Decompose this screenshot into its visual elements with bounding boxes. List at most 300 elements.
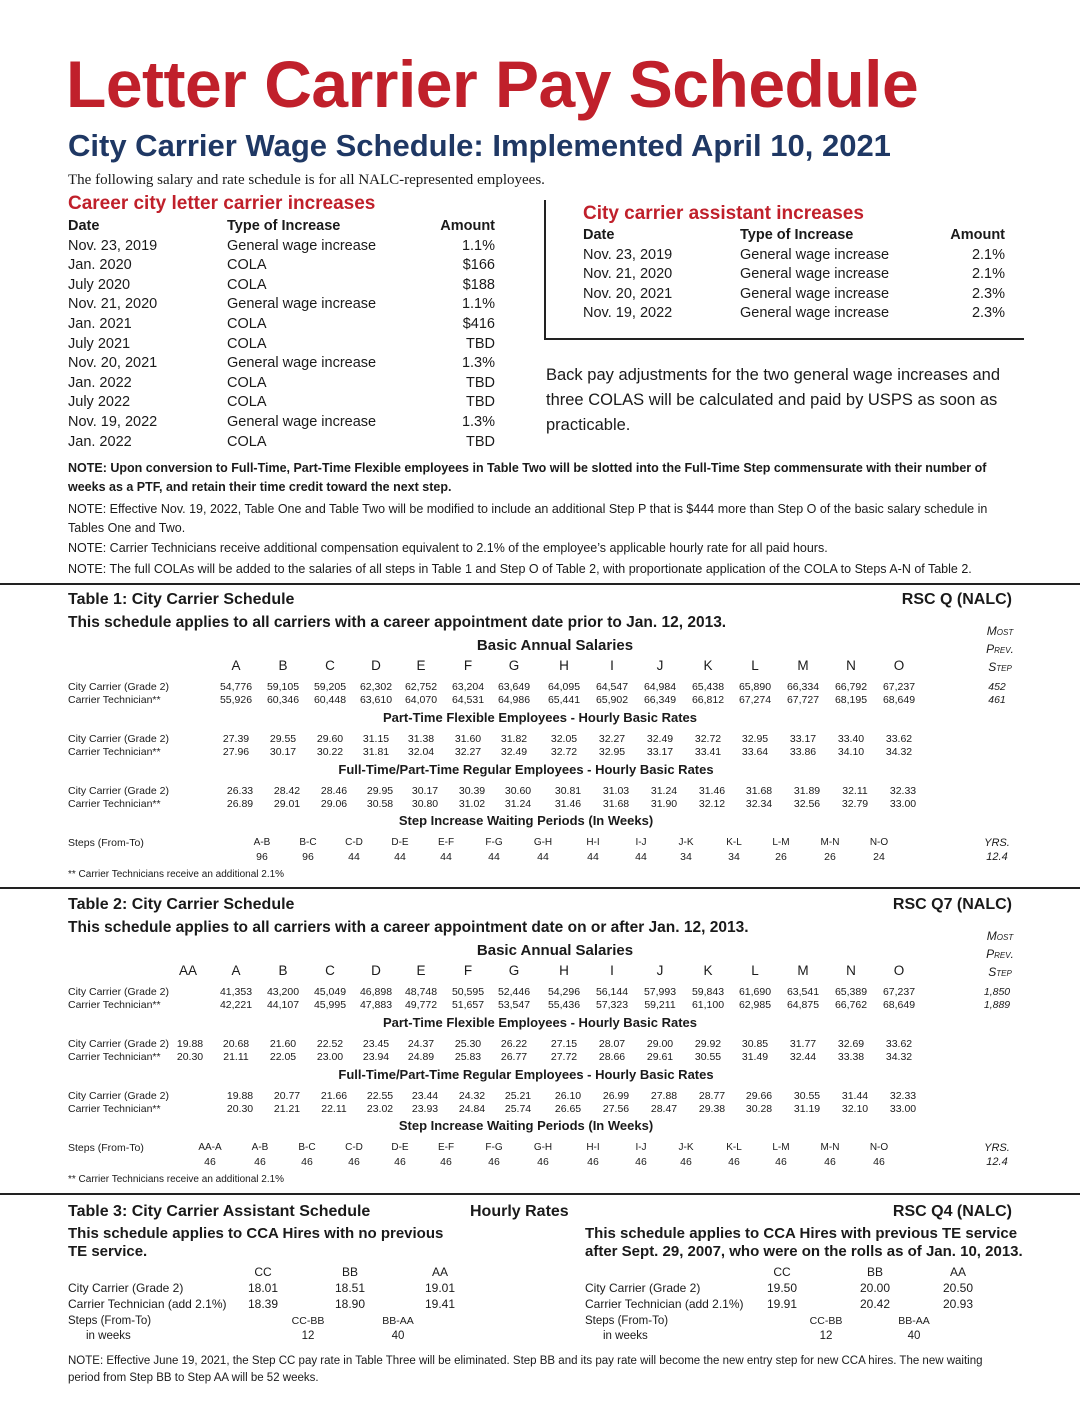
ftr-rate: 21.21 [273, 1103, 301, 1115]
cca-prev-te-rate: 20.42 [859, 1297, 891, 1311]
step-letter: I [610, 963, 614, 978]
step-letter: O [893, 963, 905, 978]
annual-salary: 64,986 [497, 694, 531, 706]
ptf-rate: 24.89 [407, 1051, 435, 1063]
increase-date: July 2020 [68, 276, 131, 293]
wait-step-range: H-I [586, 1142, 600, 1153]
step-letter: G [508, 963, 520, 978]
step-letter: O [893, 658, 905, 673]
step-letter: AA [178, 963, 197, 978]
wait-step-range: D-E [391, 837, 409, 848]
ftr-rate: 26.99 [602, 1090, 630, 1102]
increase-amount: 1.3% [461, 414, 495, 430]
cca-no-te-rate: 18.90 [334, 1297, 366, 1311]
annual-salary: 48,748 [404, 986, 438, 998]
wait-weeks: 26 [775, 851, 787, 863]
step-letter: L [751, 658, 759, 673]
ptf-rate: 32.44 [789, 1051, 817, 1063]
annual-salary: 63,610 [359, 694, 393, 706]
ptf-rate: 32.72 [694, 733, 722, 745]
wait-weeks: 44 [587, 851, 599, 863]
ptf-rate: 32.49 [500, 746, 528, 758]
row-label: Carrier Technician** [68, 1051, 161, 1063]
wait-step-range: L-M [772, 1142, 790, 1153]
step-letter: F [463, 963, 473, 978]
ptf-rate: 27.39 [222, 733, 250, 745]
wait-weeks: 46 [348, 1156, 360, 1168]
table3-rsc: RSC Q4 (NALC) [892, 1203, 1012, 1220]
annual-salary: 64,547 [595, 681, 629, 693]
yrs-value: 12.4 [986, 851, 1008, 863]
most-prev-step-label: Prev. [986, 947, 1014, 961]
cca-no-te-step-range: CC-BB [291, 1315, 325, 1327]
ftr-rate: 32.33 [889, 1090, 917, 1102]
ptf-rate: 31.60 [454, 733, 482, 745]
header-type: Type of Increase [740, 227, 854, 243]
step-letter: C [325, 963, 335, 978]
ptf-rate: 32.95 [741, 733, 769, 745]
ptf-rate: 29.55 [269, 733, 297, 745]
increase-type: General wage increase [227, 237, 377, 254]
increase-amount: TBD [466, 394, 495, 411]
wait-step-range: N-O [869, 837, 889, 848]
row-label: Carrier Technician** [68, 694, 161, 706]
wait-weeks: 34 [680, 851, 692, 863]
step-letter: G [508, 658, 520, 673]
yrs-label: YRS. [984, 837, 1010, 849]
annual-salary: 42,221 [219, 999, 253, 1011]
header-amount: Amount [440, 218, 495, 234]
steps-label: Steps (From-To) [68, 837, 144, 849]
annual-salary: 65,389 [834, 986, 868, 998]
ptf-rate: 29.00 [646, 1038, 674, 1050]
table3-note: NOTE: Effective June 19, 2021, the Step CC pay rate in Table Three will be eliminated. Step BB and its pay rate will become the new entry step for new CCA hires. The new waiting period from Step BB to Step AA will be 52 weeks. [68, 1355, 983, 1384]
cca-no-te-col-header: BB [341, 1265, 358, 1279]
ftr-rate: 29.66 [745, 1090, 773, 1102]
ptf-rate: 32.27 [454, 746, 482, 758]
ftr-rate: 32.10 [841, 1103, 869, 1115]
wait-step-range: E-F [437, 1142, 455, 1153]
ptf-rate: 33.41 [694, 746, 722, 758]
ftr-rate: 33.00 [889, 798, 917, 810]
wait-step-range: B-C [298, 1142, 316, 1153]
ptf-heading: Part-Time Flexible Employees - Hourly Basic Rates [382, 1015, 698, 1030]
annual-salary: 51,657 [451, 999, 485, 1011]
step-letter: D [371, 963, 381, 978]
cca-prev-te-rate: 20.50 [942, 1281, 974, 1295]
cca-prev-te-weeks: 40 [907, 1330, 921, 1342]
wait-weeks: 46 [440, 1156, 452, 1168]
cca-prev-te-rate: 19.50 [766, 1281, 798, 1295]
ftr-rate: 30.58 [366, 798, 394, 810]
ftr-rate: 25.21 [504, 1090, 532, 1102]
step-letter: H [559, 963, 569, 978]
row-label: Carrier Technician** [68, 1103, 161, 1115]
ftr-rate: 31.02 [458, 798, 486, 810]
cca-no-te-applies-2: TE service. [68, 1243, 148, 1260]
wait-weeks: 26 [824, 851, 836, 863]
table-title: Table 1: City Carrier Schedule [68, 591, 295, 608]
step-letter: N [846, 963, 856, 978]
cca-prev-te-applies-2: after Sept. 29, 2007, who were on the rolls as of Jan. 10, 2013. [585, 1243, 1023, 1260]
cca-prev-te-rate: 20.00 [859, 1281, 891, 1295]
increase-amount: TBD [466, 374, 495, 391]
step-letter: E [416, 658, 426, 673]
wait-weeks: 44 [488, 851, 500, 863]
increase-type: General wage increase [740, 266, 890, 283]
wait-weeks: 46 [728, 1156, 740, 1168]
cca-prev-te-step-range: CC-BB [809, 1315, 843, 1327]
cca-prev-te-rate: 20.93 [942, 1297, 974, 1311]
increase-date: Jan. 2022 [68, 374, 132, 391]
annual-salary: 43,200 [266, 986, 300, 998]
increase-type: General wage increase [227, 296, 377, 313]
ftr-rate: 32.33 [889, 785, 917, 797]
increase-type: General wage increase [740, 305, 890, 322]
wait-weeks: 46 [635, 1156, 647, 1168]
ftr-rate: 28.77 [698, 1090, 726, 1102]
ptf-rate: 33.40 [837, 733, 865, 745]
steps-label: Steps (From-To) [68, 1142, 144, 1154]
wait-weeks: 46 [488, 1156, 500, 1168]
annual-salary: 59,211 [644, 999, 676, 1011]
career-increases-table [68, 218, 498, 458]
ptf-rate: 33.17 [646, 746, 674, 758]
increase-date: July 2022 [68, 394, 131, 411]
header-date: Date [68, 218, 100, 234]
annual-salary: 50,595 [451, 986, 485, 998]
cca-box-left-border [544, 200, 546, 340]
wait-weeks: 24 [873, 851, 885, 863]
step-letter: L [751, 963, 759, 978]
annual-salary: 60,346 [266, 694, 300, 706]
increase-amount: 1.1% [461, 296, 495, 313]
wait-weeks: 46 [824, 1156, 836, 1168]
annual-salary: 66,792 [834, 681, 868, 693]
wait-weeks: 44 [537, 851, 549, 863]
annual-salary: 60,448 [313, 694, 347, 706]
most-prev-step-label: Step [988, 660, 1012, 674]
annual-salary: 46,898 [359, 986, 393, 998]
cca-no-te-weeks: 40 [391, 1330, 405, 1342]
ptf-rate: 26.77 [500, 1051, 528, 1063]
table-rsc: RSC Q (NALC) [901, 591, 1012, 608]
row-label: City Carrier (Grade 2) [68, 986, 169, 998]
header-type: Type of Increase [227, 218, 341, 234]
annual-salary: 63,649 [497, 681, 531, 693]
annual-salary: 59,205 [313, 681, 347, 693]
note-conversion: NOTE: Upon conversion to Full-Time, Part-Time Flexible employees in Table Two will be slotted into the Full-Time Step commensurate with their number of weeks as a PTF, and retain their time credit toward the next step. [68, 461, 987, 494]
most-prev-step-label: Most [986, 929, 1014, 943]
table-title: Table 2: City Carrier Schedule [68, 896, 295, 913]
ftr-rate: 29.38 [698, 1103, 726, 1115]
annual-salary: 66,334 [786, 681, 820, 693]
cca-prev-te-rate: 19.91 [766, 1297, 798, 1311]
annual-salary: 62,302 [359, 681, 393, 693]
most-prev-step-label: Step [988, 965, 1012, 979]
cca-heading: City carrier assistant increases [583, 203, 864, 224]
ftr-rate: 23.93 [411, 1103, 439, 1115]
increase-amount: $416 [462, 316, 495, 332]
row-label: City Carrier (Grade 2) [68, 681, 169, 693]
ptf-rate: 33.17 [789, 733, 817, 745]
ptf-rate: 31.38 [407, 733, 435, 745]
ftr-rate: 32.12 [698, 798, 726, 810]
ptf-rate: 28.66 [598, 1051, 626, 1063]
wait-weeks: 46 [204, 1156, 216, 1168]
annual-salary: 41,353 [219, 986, 253, 998]
step-letter: E [416, 963, 426, 978]
table-applies: This schedule applies to all carriers with a career appointment date prior to Jan. 12, 2013. [68, 614, 727, 631]
table-rsc: RSC Q7 (NALC) [892, 896, 1012, 913]
increase-date: Nov. 23, 2019 [68, 237, 158, 254]
ptf-rate: 31.77 [789, 1038, 817, 1050]
increase-date: Nov. 20, 2021 [583, 285, 673, 302]
step-letter: B [278, 963, 288, 978]
step-letter: A [231, 658, 241, 673]
table3-hourly: Hourly Rates [470, 1203, 569, 1220]
annual-salary: 57,993 [643, 986, 677, 998]
ptf-rate: 33.62 [885, 733, 913, 745]
page-title: Letter Carrier Pay Schedule [66, 47, 919, 121]
cca-prev-te-weeks: 12 [819, 1330, 833, 1342]
ptf-rate: 33.64 [741, 746, 769, 758]
wait-weeks: 46 [873, 1156, 885, 1168]
increase-type: General wage increase [740, 246, 890, 263]
row-label: City Carrier (Grade 2) [68, 733, 169, 745]
annual-salary: 65,890 [738, 681, 772, 693]
basic-annual-heading: Basic Annual Salaries [476, 942, 634, 959]
cca-no-te-weeks: 12 [301, 1330, 315, 1342]
increase-amount: 2.1% [971, 266, 1005, 283]
cca-prev-te-row-label: Carrier Technician (add 2.1%) [585, 1297, 744, 1311]
cca-prev-te-row-label: City Carrier (Grade 2) [585, 1281, 701, 1295]
cca-prev-te-col-header: CC [773, 1265, 791, 1279]
increase-date: Jan. 2021 [68, 316, 132, 332]
most-prev-step-value: 452 [988, 681, 1006, 693]
ftr-rate: 27.56 [602, 1103, 630, 1115]
ftr-rate: 31.44 [841, 1090, 869, 1102]
step-letter: D [371, 658, 381, 673]
increase-date: Nov. 21, 2020 [68, 296, 158, 313]
ptf-rate: 29.92 [694, 1038, 722, 1050]
wait-step-range: E-F [437, 837, 455, 848]
cca-no-te-rate: 19.01 [424, 1281, 456, 1295]
wait-step-range: K-L [726, 837, 742, 848]
ftr-rate: 24.84 [458, 1103, 486, 1115]
step-letter: M [797, 963, 809, 978]
wait-weeks: 46 [537, 1156, 549, 1168]
increase-amount: TBD [466, 433, 495, 450]
wait-weeks: 46 [775, 1156, 787, 1168]
table1-section [0, 585, 1080, 885]
annual-salary: 52,446 [497, 986, 531, 998]
ptf-rate: 30.55 [694, 1051, 722, 1063]
wait-step-range: A-B [253, 837, 271, 848]
increase-type: COLA [227, 276, 267, 293]
increase-amount: 2.3% [971, 285, 1005, 302]
ptf-rate: 33.62 [885, 1038, 913, 1050]
ftr-rate: 26.33 [226, 785, 254, 797]
wait-step-range: M-N [820, 837, 840, 848]
cca-no-te-rate: 18.51 [334, 1281, 366, 1295]
most-prev-step-value: 1,850 [983, 986, 1011, 998]
increase-date: Jan. 2022 [68, 433, 132, 450]
increase-type: COLA [227, 335, 267, 352]
annual-salary: 57,323 [595, 999, 629, 1011]
annual-salary: 59,843 [691, 986, 725, 998]
ptf-rate: 31.49 [741, 1051, 769, 1063]
ptf-rate: 31.82 [500, 733, 528, 745]
increase-type: General wage increase [227, 414, 377, 430]
cca-no-te-row-label: City Carrier (Grade 2) [68, 1281, 184, 1295]
ftr-rate: 30.80 [411, 798, 439, 810]
wait-step-range: M-N [820, 1142, 840, 1153]
ptf-rate: 22.05 [269, 1051, 297, 1063]
annual-salary: 62,985 [738, 999, 772, 1011]
ptf-rate: 30.85 [741, 1038, 769, 1050]
ftr-heading: Full-Time/Part-Time Regular Employees - Hourly Basic Rates [338, 762, 714, 777]
annual-salary: 68,195 [834, 694, 868, 706]
increase-date: Nov. 19, 2022 [68, 414, 158, 430]
increase-amount: $166 [462, 257, 495, 274]
ftr-rate: 30.81 [554, 785, 582, 797]
ptf-rate: 30.22 [316, 746, 344, 758]
ftr-rate: 28.42 [273, 785, 301, 797]
wait-weeks: 34 [728, 851, 740, 863]
row-label: Carrier Technician** [68, 746, 161, 758]
cca-no-te-rate: 18.01 [247, 1281, 279, 1295]
ptf-rate: 25.30 [454, 1038, 482, 1050]
ptf-rate: 26.22 [500, 1038, 528, 1050]
ptf-rate: 21.11 [223, 1051, 249, 1063]
wait-step-range: I-J [635, 837, 647, 848]
ptf-rate: 27.15 [550, 1038, 578, 1050]
annual-salary: 56,144 [595, 986, 629, 998]
wait-step-range: AA-A [198, 1142, 222, 1153]
ftr-rate: 24.32 [458, 1090, 486, 1102]
ftr-rate: 31.46 [698, 785, 726, 797]
increase-type: COLA [227, 316, 267, 332]
annual-salary: 66,812 [691, 694, 725, 706]
wait-weeks: 46 [680, 1156, 692, 1168]
most-prev-step-value: 1,889 [983, 999, 1011, 1011]
step-letter: F [463, 658, 473, 673]
most-prev-step-label: Prev. [986, 642, 1014, 656]
note-step-p: NOTE: Effective Nov. 19, 2022, Table One and Table Two will be modified to include an additional Step P that is $444 more than Step O of the basic salary schedule in Tables One and Two. [68, 502, 988, 535]
annual-salary: 54,776 [219, 681, 253, 693]
annual-salary: 64,070 [404, 694, 438, 706]
step-letter: A [231, 963, 241, 978]
increase-type: General wage increase [227, 355, 377, 372]
ftr-rate: 23.44 [411, 1090, 439, 1102]
annual-salary: 66,762 [834, 999, 868, 1011]
increase-type: COLA [227, 374, 267, 391]
ftr-rate: 23.02 [366, 1103, 394, 1115]
annual-salary: 67,237 [882, 986, 916, 998]
annual-salary: 55,436 [547, 999, 581, 1011]
wait-step-range: N-O [869, 1142, 889, 1153]
wait-step-range: K-L [726, 1142, 742, 1153]
ftr-rate: 32.34 [745, 798, 773, 810]
ftr-rate: 31.90 [650, 798, 678, 810]
wait-step-range: G-H [533, 1142, 553, 1153]
annual-salary: 59,105 [266, 681, 300, 693]
cca-prev-te-applies-1: This schedule applies to CCA Hires with previous TE service [585, 1225, 1018, 1242]
annual-salary: 44,107 [266, 999, 300, 1011]
annual-salary: 68,649 [882, 694, 916, 706]
cca-no-te-steps-label: Steps (From-To) [68, 1315, 152, 1327]
ptf-rate: 25.83 [454, 1051, 482, 1063]
annual-salary: 65,902 [595, 694, 629, 706]
increase-date: Nov. 19, 2022 [583, 305, 673, 322]
ptf-rate: 29.60 [316, 733, 344, 745]
ptf-rate: 23.45 [362, 1038, 390, 1050]
ptf-rate: 30.17 [269, 746, 297, 758]
ftr-rate: 30.28 [745, 1103, 773, 1115]
increase-amount: 1.1% [461, 237, 495, 254]
annual-salary: 49,772 [404, 999, 438, 1011]
wait-weeks: 46 [394, 1156, 406, 1168]
ftr-rate: 26.89 [226, 798, 254, 810]
ftr-rate: 32.56 [793, 798, 821, 810]
row-label: City Carrier (Grade 2) [68, 1090, 169, 1102]
ptf-rate: 33.86 [789, 746, 817, 758]
wait-step-range: H-I [586, 837, 600, 848]
annual-salary: 53,547 [497, 999, 531, 1011]
annual-salary: 62,752 [404, 681, 438, 693]
ftr-rate: 31.24 [504, 798, 532, 810]
wait-step-range: C-D [345, 1142, 363, 1153]
step-letter: K [703, 963, 713, 978]
ftr-rate: 28.46 [320, 785, 348, 797]
ftr-rate: 32.79 [841, 798, 869, 810]
wait-weeks: 96 [302, 851, 314, 863]
increase-type: COLA [227, 394, 267, 411]
waiting-heading: Step Increase Waiting Periods (In Weeks) [398, 813, 654, 828]
annual-salary: 47,883 [359, 999, 393, 1011]
increase-date: Nov. 23, 2019 [583, 246, 673, 263]
increase-amount: TBD [466, 335, 495, 352]
annual-salary: 55,926 [219, 694, 253, 706]
increase-date: Nov. 20, 2021 [68, 355, 158, 372]
wait-step-range: D-E [391, 1142, 409, 1153]
annual-salary: 64,531 [451, 694, 485, 706]
annual-salary: 45,049 [313, 986, 347, 998]
wait-step-range: J-K [678, 1142, 694, 1153]
annual-salary: 64,875 [786, 999, 820, 1011]
ptf-rate: 23.00 [316, 1051, 344, 1063]
ftr-rate: 31.46 [554, 798, 582, 810]
ptf-rate: 22.52 [316, 1038, 344, 1050]
annual-salary: 64,095 [547, 681, 581, 693]
annual-salary: 65,441 [547, 694, 581, 706]
wait-weeks: 44 [394, 851, 406, 863]
wait-weeks: 46 [254, 1156, 266, 1168]
most-prev-step-label: Most [986, 624, 1014, 638]
backpay-text: Back pay adjustments for the two general wage increases and three COLAS will be calculated and paid by USPS as soon as practicable. [546, 366, 1001, 434]
ftr-rate: 30.17 [411, 785, 439, 797]
ftr-rate: 33.00 [889, 1103, 917, 1115]
table3-title: Table 3: City Carrier Assistant Schedule [68, 1203, 371, 1220]
cca-prev-te-col-header: AA [949, 1265, 966, 1279]
page-subtitle: City Carrier Wage Schedule: Implemented April 10, 2021 [68, 128, 891, 163]
ptf-rate: 29.61 [646, 1051, 674, 1063]
ptf-rate: 23.94 [362, 1051, 390, 1063]
annual-salary: 66,349 [643, 694, 677, 706]
annual-salary: 65,438 [691, 681, 725, 693]
ftr-rate: 31.24 [650, 785, 678, 797]
